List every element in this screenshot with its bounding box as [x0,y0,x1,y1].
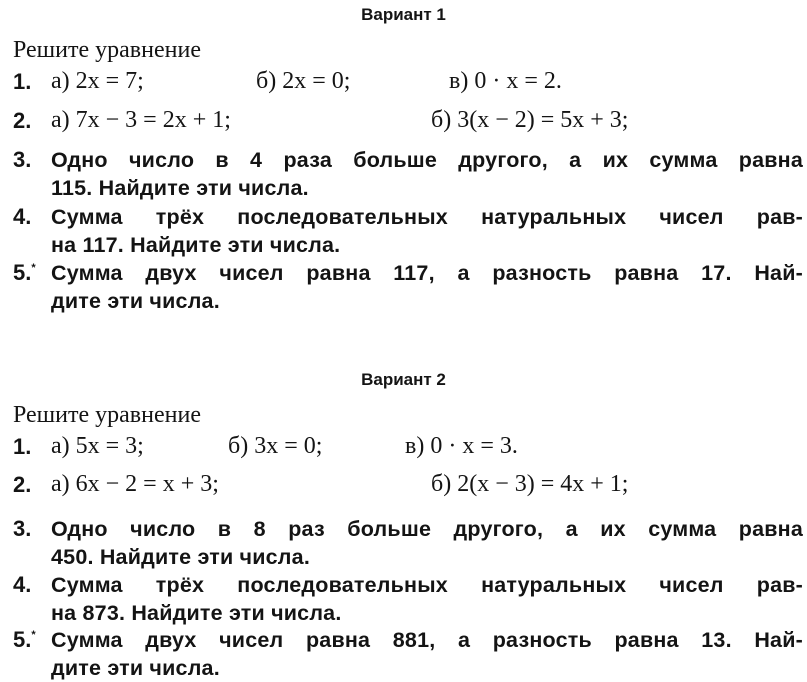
task-line: на 117. Найдите эти числа. [51,233,341,257]
task-number: 5.* [13,627,36,652]
equation-b: б) 2x = 0; [256,68,351,94]
equation-b: б) 2(x − 3) = 4x + 1; [431,471,629,497]
variant-title: Вариант 2 [361,370,446,389]
task-line: Сумма двух чисел равна 881, а разность равна 13. Най- [51,628,803,652]
equation-a: а) 2x = 7; [51,68,144,94]
variant-title: Вариант 1 [361,5,446,24]
task-line: Сумма трёх последовательных натуральных чисел рав- [51,573,803,597]
task-line: 450. Найдите эти числа. [51,545,310,569]
equation-c: в) 0 · x = 2. [449,68,562,94]
task-text [51,203,807,259]
task-line: Одно число в 4 раза больше другого, а их сумма равна [51,148,803,172]
task-number: 3. [13,147,32,172]
task-text [51,515,807,571]
task-number: 5.* [13,260,36,285]
task-line: Одно число в 8 раз больше другого, а их сумма равна [51,517,803,541]
equation-a: а) 5x = 3; [51,433,144,459]
instruction-heading: Решите уравнение [13,37,201,63]
task-line: Сумма трёх последовательных натуральных чисел рав- [51,205,803,229]
task-number: 1. [13,434,32,459]
instruction-heading: Решите уравнение [13,402,201,428]
task-number: 3. [13,516,32,541]
task-text [51,259,807,315]
task-line: на 873. Найдите эти числа. [51,601,342,625]
task-number: 2. [13,472,32,497]
task-text [51,626,807,682]
task-line: дите эти числа. [51,656,220,680]
equation-b: б) 3x = 0; [228,433,323,459]
task-line: 115. Найдите эти числа. [51,176,309,200]
equation-a: а) 6x − 2 = x + 3; [51,471,219,497]
task-number: 4. [13,572,32,597]
task-line: дите эти числа. [51,289,220,313]
equation-a: а) 7x − 3 = 2x + 1; [51,107,231,133]
task-number: 4. [13,204,32,229]
task-text [51,571,807,627]
equation-b: б) 3(x − 2) = 5x + 3; [431,107,629,133]
star-mark: * [31,262,36,274]
star-mark: * [31,629,36,641]
equation-c: в) 0 · x = 3. [405,433,518,459]
task-line: Сумма двух чисел равна 117, а разность равна 17. Най- [51,261,803,285]
task-number: 1. [13,69,32,94]
task-number: 2. [13,108,32,133]
task-text [51,146,807,202]
